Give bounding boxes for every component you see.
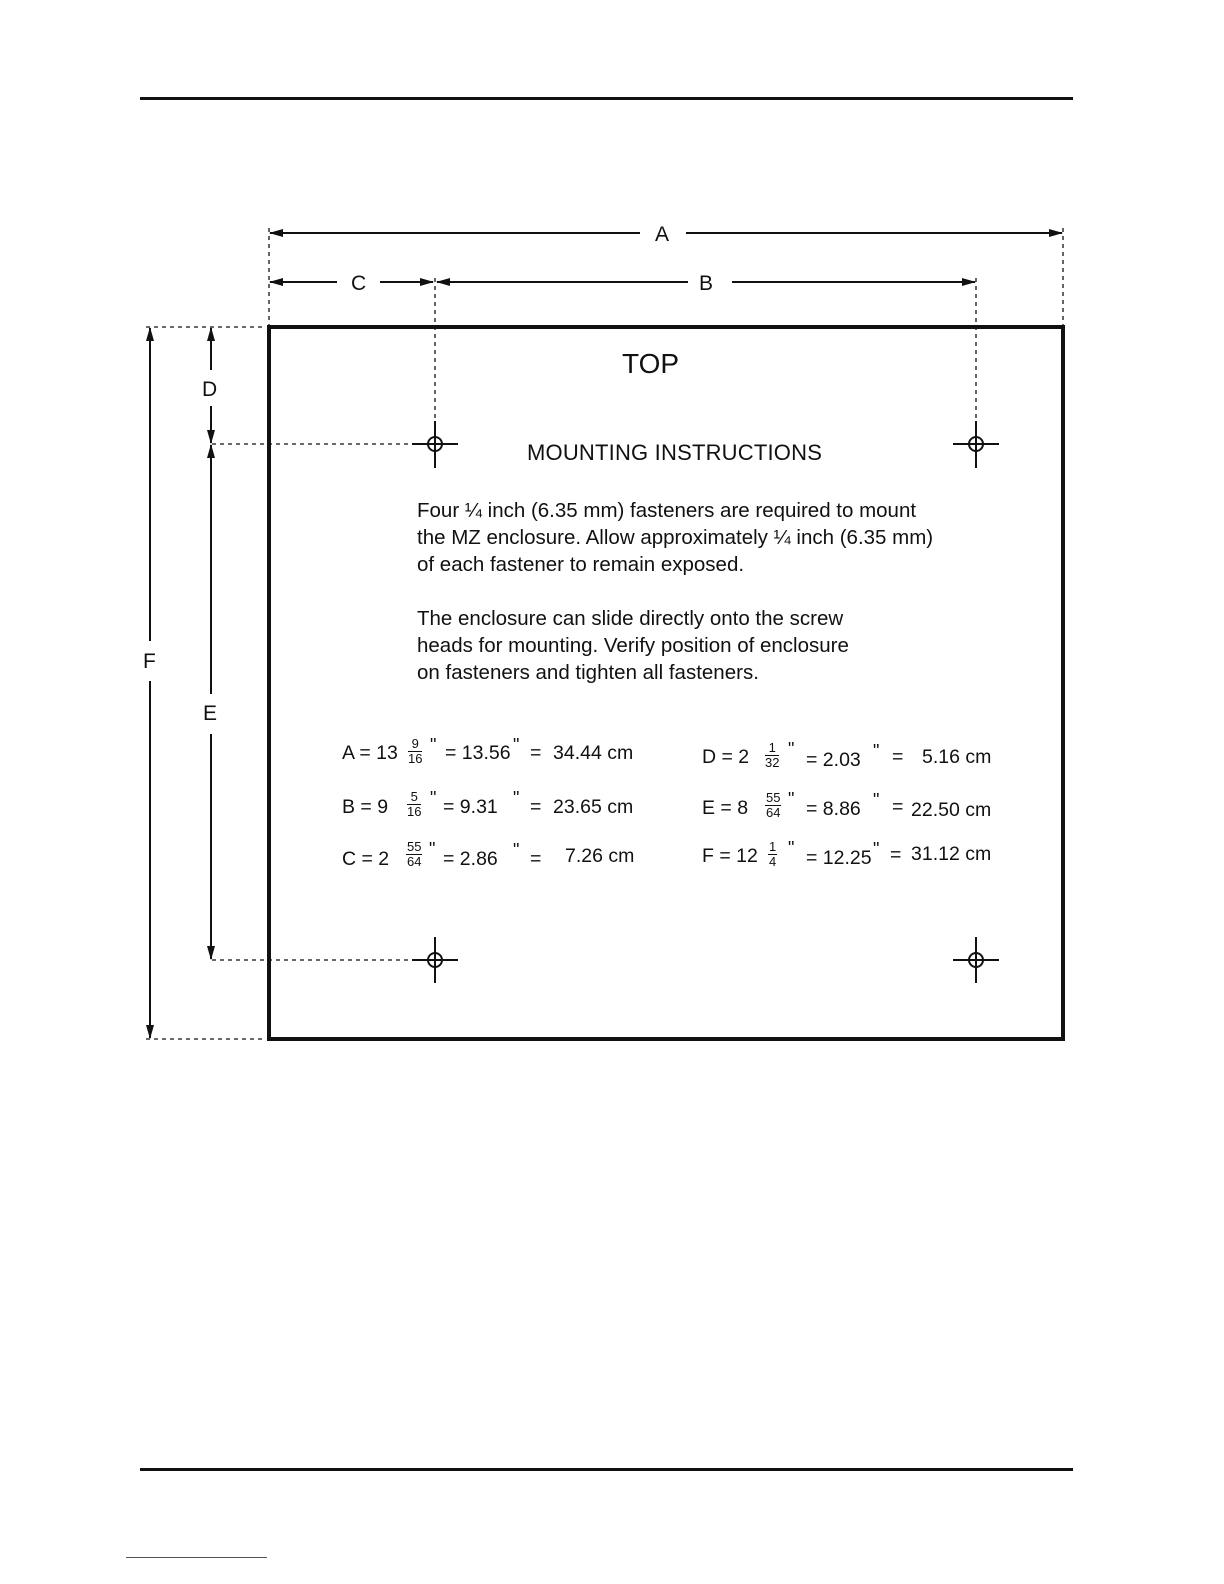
dim-e-den: 64 (766, 805, 781, 820)
top-label: TOP (622, 348, 680, 379)
dim-d-quote: " (788, 739, 795, 759)
paragraph1-line3: of each fastener to remain exposed. (417, 553, 745, 576)
dim-e-cm: 22.50 cm (911, 799, 992, 821)
dim-b-fraction (407, 790, 421, 819)
dim-c-prefix: C = 2 (342, 848, 390, 870)
mount-hole-top-right (953, 421, 999, 468)
mount-hole-bottom-left (412, 937, 458, 983)
dim-d-cm: 5.16 cm (922, 746, 992, 768)
paragraph2-line2: heads for mounting. Verify position of enclosure (417, 634, 849, 657)
dim-b-den: 16 (407, 804, 422, 819)
dim-e-num: 55 (766, 790, 781, 805)
dim-e-quote: " (788, 789, 795, 809)
dim-label-b: B (699, 272, 714, 295)
dim-a-num: 9 (408, 737, 422, 752)
dim-e-fraction (765, 791, 781, 820)
dim-f-decimal: = 12.25 (806, 847, 872, 869)
dim-e-decimal: = 8.86 (806, 798, 861, 820)
dim-label-f: F (143, 650, 156, 673)
dim-b-quote2: " (513, 788, 520, 808)
dim-f-cm: 31.12 cm (911, 843, 992, 865)
dim-c-fraction (406, 840, 422, 869)
dim-e-eq: = (892, 796, 904, 818)
mount-hole-top-left (412, 421, 458, 468)
dim-d-quote2: " (873, 741, 880, 761)
dim-f-den: 4 (769, 854, 777, 869)
paragraph2-line3: on fasteners and tighten all fasteners. (417, 661, 759, 684)
dim-a-quote2: " (513, 735, 520, 755)
dim-f-fraction (768, 840, 777, 869)
paragraph1-line2: the MZ enclosure. Allow approximately ¼ inch (6.35 mm) (417, 526, 934, 549)
dim-b-eq: = (530, 796, 542, 818)
dim-a-cm: 34.44 cm (553, 742, 634, 764)
dim-c-quote2: " (513, 840, 520, 860)
paragraph2-line1: The enclosure can slide directly onto the screw (417, 607, 844, 630)
dim-c-eq: = (530, 848, 542, 870)
dim-c-decimal: = 2.86 (443, 848, 498, 870)
dim-a-eq: = (530, 742, 542, 764)
dim-label-a: A (655, 223, 670, 246)
dim-d-num: 1 (765, 741, 779, 756)
dim-b-cm: 23.65 cm (553, 796, 634, 818)
dim-d-decimal: = 2.03 (806, 749, 861, 771)
dim-b-quote: " (430, 788, 437, 808)
dim-c-num: 55 (407, 839, 422, 854)
instructions-heading: MOUNTING INSTRUCTIONS (527, 440, 823, 465)
dim-a-fraction (408, 737, 422, 766)
dim-a-decimal: = 13.56 (445, 742, 511, 764)
dim-a-quote: " (430, 735, 437, 755)
dim-label-d: D (202, 378, 218, 401)
dim-f-num: 1 (769, 839, 777, 854)
dim-b-prefix: B = 9 (342, 796, 389, 818)
dim-d-prefix: D = 2 (702, 746, 750, 768)
paragraph1-line1: Four ¼ inch (6.35 mm) fasteners are required to mount (417, 499, 917, 522)
dim-c-quote: " (429, 839, 436, 859)
dim-e-prefix: E = 8 (702, 797, 749, 819)
dim-a-prefix: A = 13 (342, 742, 398, 764)
dim-f-prefix: F = 12 (702, 845, 758, 867)
dim-b-num: 5 (407, 790, 421, 805)
mount-hole-bottom-right (953, 937, 999, 983)
dim-label-c: C (351, 272, 367, 295)
dim-c-den: 64 (407, 854, 422, 869)
dim-a-den: 16 (408, 751, 423, 766)
dim-f-quote2: " (873, 839, 880, 859)
dim-d-eq: = (892, 746, 904, 768)
dim-d-fraction (765, 741, 779, 770)
dim-c-cm: 7.26 cm (565, 845, 635, 867)
dim-f-eq: = (890, 844, 902, 866)
dim-e-quote2: " (873, 790, 880, 810)
dim-f-quote: " (788, 838, 795, 858)
dim-label-e: E (203, 702, 218, 725)
dim-b-decimal: = 9.31 (443, 796, 498, 818)
dim-d-den: 32 (765, 755, 780, 770)
